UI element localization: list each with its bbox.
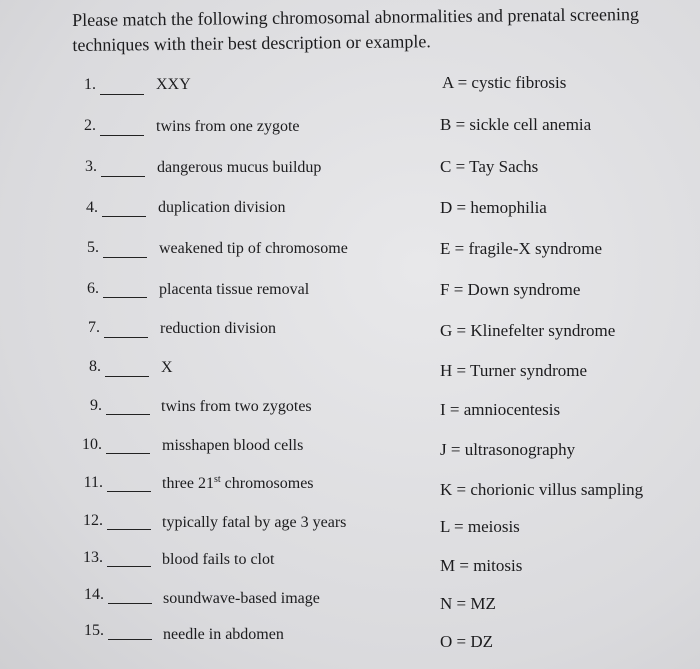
option-d: D = hemophilia xyxy=(440,198,547,217)
option-f: F = Down syndrome xyxy=(440,280,581,299)
answer-blank[interactable] xyxy=(100,135,144,136)
item-term: X xyxy=(161,359,173,376)
item-number: 14. xyxy=(84,586,104,603)
item-term: weakened tip of chromosome xyxy=(159,240,348,257)
option-n: N = MZ xyxy=(440,594,496,613)
item-term-text: three 21 xyxy=(162,475,214,492)
item-number: 1. xyxy=(84,76,96,93)
item-number: 3. xyxy=(85,158,97,175)
item-number: 15. xyxy=(84,622,104,639)
item-term: reduction division xyxy=(160,320,276,337)
item-term: blood fails to clot xyxy=(162,551,275,568)
answer-blank[interactable] xyxy=(100,94,144,95)
answer-blank[interactable] xyxy=(106,414,150,415)
answer-blank[interactable] xyxy=(102,216,146,217)
item-term: duplication division xyxy=(158,199,286,216)
item-term: XXY xyxy=(156,76,191,93)
instructions-title: Please match the following chromosomal abnormalities and prenatal screening techniques with their best description or example. xyxy=(72,4,640,55)
item-term-text: chromosomes xyxy=(220,475,314,492)
option-g: G = Klinefelter syndrome xyxy=(440,321,616,340)
option-h: H = Turner syndrome xyxy=(440,361,588,380)
option-j: J = ultrasonography xyxy=(440,440,576,459)
option-a: A = cystic fibrosis xyxy=(442,73,567,92)
option-i: I = amniocentesis xyxy=(440,400,561,419)
answer-blank[interactable] xyxy=(105,376,149,377)
option-c: C = Tay Sachs xyxy=(440,157,539,176)
item-number: 6. xyxy=(87,280,99,297)
answer-blank[interactable] xyxy=(101,176,145,177)
item-term xyxy=(162,475,314,493)
option-m: M = mitosis xyxy=(440,556,523,575)
item-number: 4. xyxy=(86,199,98,216)
item-term: needle in abdomen xyxy=(163,626,284,643)
answer-blank[interactable] xyxy=(103,257,147,258)
item-term: dangerous mucus buildup xyxy=(157,159,322,176)
item-term: soundwave-based image xyxy=(163,590,320,607)
item-number: 13. xyxy=(83,549,103,566)
option-e: E = fragile-X syndrome xyxy=(440,239,603,258)
item-number: 8. xyxy=(89,358,101,375)
item-number: 7. xyxy=(88,319,100,336)
option-b: B = sickle cell anemia xyxy=(440,115,592,134)
item-term: twins from two zygotes xyxy=(161,398,312,415)
answer-blank[interactable] xyxy=(108,603,152,604)
item-term: typically fatal by age 3 years xyxy=(162,514,347,531)
answer-blank[interactable] xyxy=(107,529,151,530)
item-number: 2. xyxy=(84,117,96,134)
item-number: 11. xyxy=(83,474,103,491)
item-term: placenta tissue removal xyxy=(159,281,310,298)
option-k: K = chorionic villus sampling xyxy=(440,480,644,499)
answer-blank[interactable] xyxy=(107,566,151,567)
item-term: twins from one zygote xyxy=(156,118,300,135)
option-o: O = DZ xyxy=(440,632,494,651)
answer-blank[interactable] xyxy=(103,297,147,298)
ordinal-suffix: st xyxy=(213,474,221,485)
item-number: 12. xyxy=(83,512,103,529)
answer-blank[interactable] xyxy=(107,491,151,492)
answer-blank[interactable] xyxy=(106,453,150,454)
option-l: L = meiosis xyxy=(440,517,520,536)
item-number: 9. xyxy=(90,397,102,414)
item-number: 5. xyxy=(87,239,99,256)
item-term: misshapen blood cells xyxy=(162,437,304,454)
item-number: 10. xyxy=(82,436,102,453)
answer-blank[interactable] xyxy=(108,639,152,640)
answer-blank[interactable] xyxy=(104,337,148,338)
